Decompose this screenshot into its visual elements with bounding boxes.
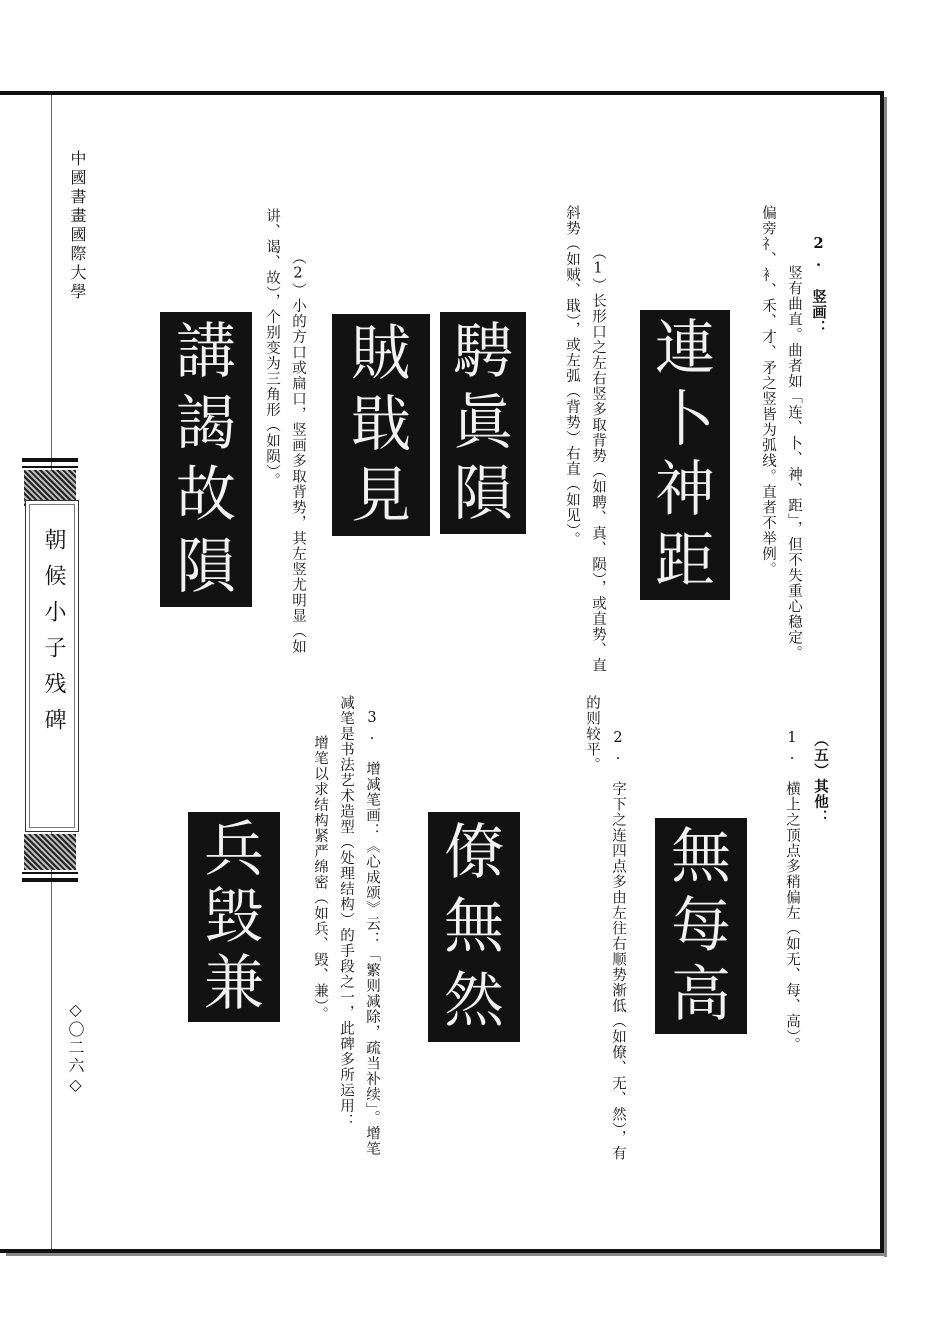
- body-text: （1）长形口之左右竖多取背势（如聘、真、陨），或直势、直: [590, 245, 606, 674]
- page-frame-top: [0, 91, 884, 95]
- rubbing-character: 兵: [204, 814, 264, 885]
- rubbing-character: 賊: [351, 318, 411, 389]
- title-bar-top: [22, 458, 78, 462]
- rubbing-character: 然: [444, 966, 504, 1036]
- body-text: 讲、谒、故），个别变为三角形（如陨）。: [264, 208, 280, 488]
- frame-shadow: [6, 1253, 887, 1256]
- rubbing-character: 見: [351, 461, 411, 532]
- body-text: 1. 横上之顶点多稍偏左（如无、每、高）。: [784, 730, 800, 1053]
- body-text: 减笔是书法艺术造型（处理结构）的手段之一，此碑多所运用：: [338, 695, 354, 1129]
- rubbing-character: 毀: [204, 881, 264, 952]
- rubbing-zei-ji-jian: [332, 314, 430, 536]
- body-text: 竖有曲直。曲者如「连、卜、神、距」，但不失重心稳定。: [786, 265, 802, 661]
- rubbing-pin-zhen-yun: [440, 312, 526, 534]
- rubbing-character: 連: [655, 314, 715, 385]
- rubbing-jiang-ye-gu-yun: [160, 312, 252, 607]
- rubbing-wu-mei-gao: [655, 818, 747, 1034]
- rubbing-character: 每: [671, 890, 731, 961]
- rubbing-lian-bu-shen-ju: [640, 310, 730, 600]
- section-heading-others: （五）其他：: [812, 732, 829, 825]
- body-text: 3. 增减笔画：《心成颂》云：「繁则减除，疏当补续」。增笔: [364, 710, 380, 1157]
- rubbing-character: 高: [671, 960, 731, 1031]
- rubbing-character: 講: [176, 316, 236, 387]
- rubbing-character: 隕: [176, 532, 236, 603]
- book-title: 朝候小子残碑: [41, 528, 66, 744]
- page-number: ◇〇二六◇: [66, 1000, 85, 1096]
- rubbing-character: 戢: [351, 389, 411, 460]
- title-hatch-bottom: [24, 834, 76, 870]
- rubbing-bing-hui-jian: [188, 812, 280, 1022]
- body-text: 的则较平。: [584, 695, 600, 773]
- rubbing-character: 距: [655, 525, 715, 596]
- frame-shadow: [884, 97, 887, 1257]
- section-heading-vertical-strokes: 2. 竖画：: [810, 235, 827, 336]
- series-title: 中國書畫國際大學: [68, 150, 87, 302]
- body-text: 斜势（如贼、戢），或左弧（背势）右直（如见）。: [564, 205, 580, 547]
- title-bar-top-thin: [22, 466, 78, 468]
- rubbing-character: 隕: [453, 459, 513, 530]
- rubbing-character: 眞: [453, 387, 513, 458]
- title-bar-bottom: [22, 878, 78, 882]
- rubbing-character: 騁: [453, 316, 513, 387]
- rubbing-character: 故: [176, 460, 236, 531]
- rubbing-character: 兼: [204, 949, 264, 1020]
- body-text: 增笔以求结构紧严绵密（如兵、毁、兼）。: [312, 735, 328, 1023]
- title-bar-bottom-thin: [22, 872, 78, 874]
- body-text: （2）小的方口或扁口，竖画多取背势，其左竖尤明显（如: [290, 250, 306, 655]
- body-text: 偏旁礻、衤、禾、才、矛之竖皆为弧线。直者不举例。: [760, 205, 776, 577]
- body-text: 2. 字下之连四点多由左往右顺势渐低（如僚、无、然），有: [610, 730, 626, 1162]
- rubbing-character: 卜: [655, 384, 715, 455]
- rubbing-character: 僚: [444, 818, 504, 888]
- rubbing-character: 無: [671, 821, 731, 892]
- rubbing-character: 神: [655, 455, 715, 526]
- rubbing-character: 無: [444, 892, 504, 962]
- rubbing-liao-wu-ran: [428, 812, 520, 1042]
- rubbing-character: 謁: [176, 388, 236, 459]
